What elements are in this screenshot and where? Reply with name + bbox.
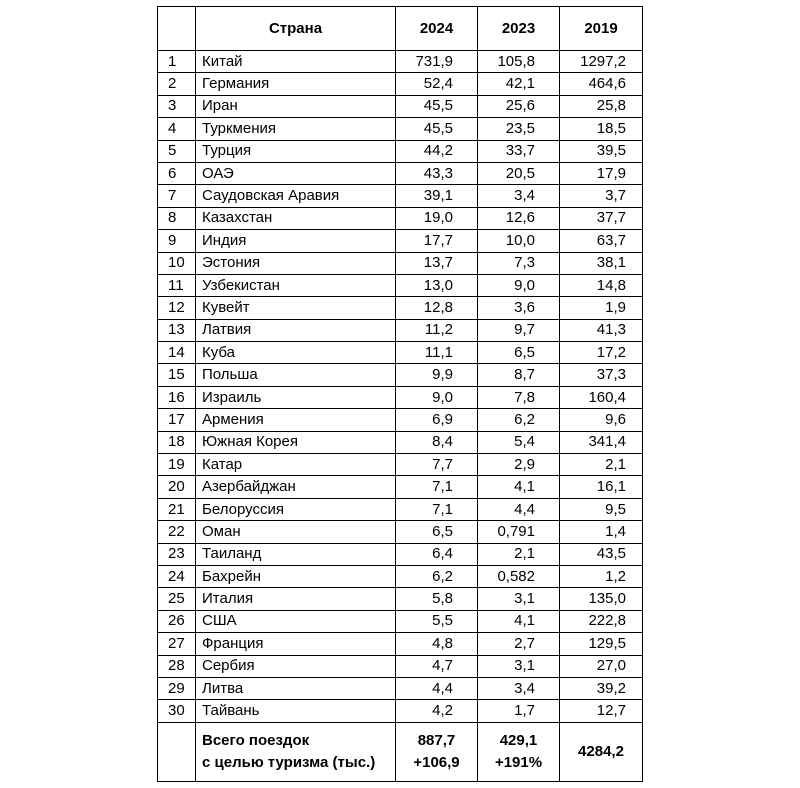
row-country: Белоруссия [196, 498, 396, 520]
row-number: 2 [158, 73, 196, 95]
row-value-2023: 0,582 [478, 565, 560, 587]
row-country: Таиланд [196, 543, 396, 565]
row-value-2024: 9,9 [396, 364, 478, 386]
table-row [158, 610, 643, 632]
row-value-2024: 13,0 [396, 274, 478, 296]
row-country: Германия [196, 73, 396, 95]
total-2023-value: 429,1 [499, 731, 538, 749]
row-value-2023: 42,1 [478, 73, 560, 95]
table-row [158, 476, 643, 498]
row-value-2023: 8,7 [478, 364, 560, 386]
row-value-2019: 14,8 [560, 274, 643, 296]
row-value-2024: 7,1 [396, 476, 478, 498]
row-number: 5 [158, 140, 196, 162]
table-row [158, 386, 643, 408]
row-value-2024: 17,7 [396, 230, 478, 252]
table-row [158, 51, 643, 73]
table-row [158, 230, 643, 252]
row-country: Армения [196, 409, 396, 431]
row-value-2024: 4,8 [396, 633, 478, 655]
row-country: Эстония [196, 252, 396, 274]
row-value-2024: 44,2 [396, 140, 478, 162]
row-value-2019: 341,4 [560, 431, 643, 453]
table-row [158, 364, 643, 386]
row-value-2023: 7,8 [478, 386, 560, 408]
row-value-2019: 63,7 [560, 230, 643, 252]
row-value-2024: 8,4 [396, 431, 478, 453]
table-footer [158, 722, 643, 781]
total-2019-value: 4284,2 [578, 742, 624, 760]
row-country: Китай [196, 51, 396, 73]
row-country: Турция [196, 140, 396, 162]
header-2024: 2024 [396, 7, 478, 51]
row-value-2024: 4,4 [396, 677, 478, 699]
row-value-2024: 11,1 [396, 342, 478, 364]
table-row [158, 162, 643, 184]
table-row [158, 252, 643, 274]
row-value-2019: 222,8 [560, 610, 643, 632]
row-value-2019: 27,0 [560, 655, 643, 677]
row-country: Польша [196, 364, 396, 386]
row-number: 30 [158, 700, 196, 722]
row-value-2023: 4,4 [478, 498, 560, 520]
row-value-2024: 45,5 [396, 118, 478, 140]
row-number: 6 [158, 162, 196, 184]
row-number: 4 [158, 118, 196, 140]
table-row [158, 521, 643, 543]
row-value-2023: 3,1 [478, 655, 560, 677]
header-country: Страна [196, 7, 396, 51]
row-number: 22 [158, 521, 196, 543]
row-value-2024: 45,5 [396, 95, 478, 117]
row-country: Италия [196, 588, 396, 610]
row-number: 20 [158, 476, 196, 498]
row-number: 13 [158, 319, 196, 341]
row-value-2019: 9,6 [560, 409, 643, 431]
row-value-2019: 9,5 [560, 498, 643, 520]
row-country: Латвия [196, 319, 396, 341]
table-row [158, 207, 643, 229]
row-value-2019: 18,5 [560, 118, 643, 140]
total-2023-change: +191% [494, 753, 543, 771]
table-row [158, 409, 643, 431]
row-value-2023: 105,8 [478, 51, 560, 73]
row-number: 17 [158, 409, 196, 431]
row-value-2023: 9,7 [478, 319, 560, 341]
row-value-2019: 17,9 [560, 162, 643, 184]
row-number: 24 [158, 565, 196, 587]
row-country: Куба [196, 342, 396, 364]
row-value-2019: 17,2 [560, 342, 643, 364]
row-value-2024: 5,8 [396, 588, 478, 610]
row-number: 11 [158, 274, 196, 296]
header-2023: 2023 [478, 7, 560, 51]
row-value-2023: 4,1 [478, 476, 560, 498]
row-number: 7 [158, 185, 196, 207]
row-value-2019: 129,5 [560, 633, 643, 655]
row-value-2023: 3,4 [478, 677, 560, 699]
row-value-2023: 10,0 [478, 230, 560, 252]
row-number: 28 [158, 655, 196, 677]
table-row [158, 319, 643, 341]
table-row [158, 498, 643, 520]
row-number: 25 [158, 588, 196, 610]
row-value-2024: 9,0 [396, 386, 478, 408]
table-row [158, 543, 643, 565]
row-country: Сербия [196, 655, 396, 677]
row-number: 29 [158, 677, 196, 699]
row-number: 26 [158, 610, 196, 632]
row-value-2024: 19,0 [396, 207, 478, 229]
row-value-2024: 13,7 [396, 252, 478, 274]
total-label-line2: с целью туризма (тыс.) [202, 753, 376, 771]
table-row [158, 297, 643, 319]
header-2019: 2019 [560, 7, 643, 51]
row-country: Иран [196, 95, 396, 117]
total-2019 [560, 722, 643, 781]
row-value-2024: 43,3 [396, 162, 478, 184]
row-value-2024: 6,2 [396, 565, 478, 587]
total-2024-change: +106,9 [413, 753, 460, 771]
row-value-2024: 5,5 [396, 610, 478, 632]
row-number: 23 [158, 543, 196, 565]
row-value-2019: 39,5 [560, 140, 643, 162]
row-value-2023: 7,3 [478, 252, 560, 274]
row-country: Южная Корея [196, 431, 396, 453]
row-value-2023: 3,4 [478, 185, 560, 207]
table-row [158, 140, 643, 162]
row-value-2023: 23,5 [478, 118, 560, 140]
row-value-2019: 2,1 [560, 454, 643, 476]
row-value-2024: 52,4 [396, 73, 478, 95]
row-number: 14 [158, 342, 196, 364]
row-number: 15 [158, 364, 196, 386]
row-value-2024: 6,4 [396, 543, 478, 565]
table-row [158, 118, 643, 140]
row-value-2024: 731,9 [396, 51, 478, 73]
row-value-2023: 0,791 [478, 521, 560, 543]
row-number: 19 [158, 454, 196, 476]
row-number: 21 [158, 498, 196, 520]
row-value-2019: 25,8 [560, 95, 643, 117]
table-row [158, 700, 643, 722]
row-value-2023: 6,5 [478, 342, 560, 364]
row-value-2023: 12,6 [478, 207, 560, 229]
table-row [158, 73, 643, 95]
row-value-2019: 39,2 [560, 677, 643, 699]
table-row [158, 454, 643, 476]
row-value-2023: 20,5 [478, 162, 560, 184]
total-label [196, 722, 396, 781]
row-value-2023: 2,7 [478, 633, 560, 655]
row-number: 1 [158, 51, 196, 73]
table-row [158, 342, 643, 364]
row-value-2023: 5,4 [478, 431, 560, 453]
row-value-2024: 12,8 [396, 297, 478, 319]
row-value-2024: 11,2 [396, 319, 478, 341]
table-row [158, 431, 643, 453]
row-number: 9 [158, 230, 196, 252]
row-country: Узбекистан [196, 274, 396, 296]
total-2024-value: 887,7 [417, 731, 456, 749]
row-value-2024: 39,1 [396, 185, 478, 207]
row-value-2019: 38,1 [560, 252, 643, 274]
row-country: Туркмения [196, 118, 396, 140]
total-num-cell [158, 722, 196, 781]
total-2024 [396, 722, 478, 781]
total-row [158, 722, 643, 781]
row-value-2019: 41,3 [560, 319, 643, 341]
row-value-2019: 135,0 [560, 588, 643, 610]
total-2023 [478, 722, 560, 781]
table-row [158, 185, 643, 207]
row-value-2023: 1,7 [478, 700, 560, 722]
row-country: ОАЭ [196, 162, 396, 184]
row-value-2023: 6,2 [478, 409, 560, 431]
row-value-2019: 1,2 [560, 565, 643, 587]
row-value-2024: 6,9 [396, 409, 478, 431]
row-country: Казахстан [196, 207, 396, 229]
row-value-2019: 12,7 [560, 700, 643, 722]
row-country: США [196, 610, 396, 632]
row-value-2023: 3,6 [478, 297, 560, 319]
row-country: Оман [196, 521, 396, 543]
table-row [158, 565, 643, 587]
row-country: Кувейт [196, 297, 396, 319]
row-value-2019: 37,3 [560, 364, 643, 386]
row-value-2019: 3,7 [560, 185, 643, 207]
row-value-2023: 9,0 [478, 274, 560, 296]
header-num [158, 7, 196, 51]
header-row [158, 7, 643, 51]
row-value-2019: 1297,2 [560, 51, 643, 73]
row-value-2019: 464,6 [560, 73, 643, 95]
tourism-table [157, 6, 643, 782]
row-number: 10 [158, 252, 196, 274]
row-number: 27 [158, 633, 196, 655]
row-value-2019: 43,5 [560, 543, 643, 565]
table-row [158, 274, 643, 296]
table-row [158, 588, 643, 610]
row-country: Тайвань [196, 700, 396, 722]
row-value-2023: 33,7 [478, 140, 560, 162]
row-value-2019: 1,4 [560, 521, 643, 543]
row-country: Азербайджан [196, 476, 396, 498]
table-body [158, 51, 643, 723]
table-row [158, 95, 643, 117]
row-number: 18 [158, 431, 196, 453]
row-value-2024: 4,7 [396, 655, 478, 677]
row-country: Индия [196, 230, 396, 252]
total-label-line1: Всего поездок [202, 731, 310, 749]
row-country: Саудовская Аравия [196, 185, 396, 207]
row-value-2023: 2,1 [478, 543, 560, 565]
row-value-2023: 25,6 [478, 95, 560, 117]
row-country: Литва [196, 677, 396, 699]
row-value-2023: 3,1 [478, 588, 560, 610]
row-value-2024: 6,5 [396, 521, 478, 543]
row-value-2019: 37,7 [560, 207, 643, 229]
table-row [158, 655, 643, 677]
table-row [158, 677, 643, 699]
row-value-2024: 7,7 [396, 454, 478, 476]
row-number: 8 [158, 207, 196, 229]
row-country: Израиль [196, 386, 396, 408]
row-value-2023: 4,1 [478, 610, 560, 632]
row-value-2019: 160,4 [560, 386, 643, 408]
row-value-2024: 4,2 [396, 700, 478, 722]
row-value-2019: 1,9 [560, 297, 643, 319]
row-value-2019: 16,1 [560, 476, 643, 498]
row-number: 16 [158, 386, 196, 408]
row-value-2024: 7,1 [396, 498, 478, 520]
table-row [158, 633, 643, 655]
row-value-2023: 2,9 [478, 454, 560, 476]
row-country: Франция [196, 633, 396, 655]
row-country: Катар [196, 454, 396, 476]
row-number: 3 [158, 95, 196, 117]
row-country: Бахрейн [196, 565, 396, 587]
row-number: 12 [158, 297, 196, 319]
table-header [158, 7, 643, 51]
